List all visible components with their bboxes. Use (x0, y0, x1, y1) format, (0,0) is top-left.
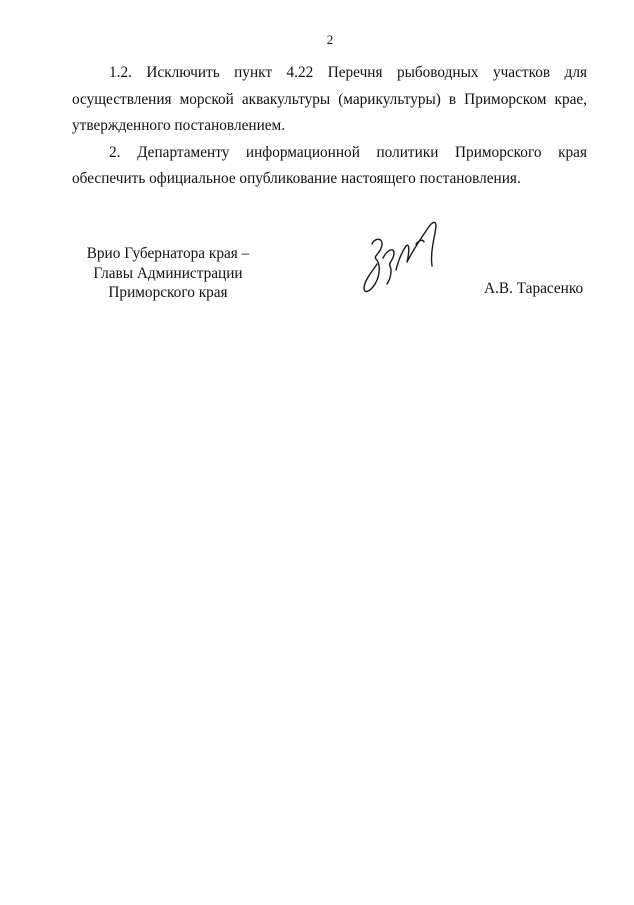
signature-stroke (416, 240, 424, 244)
signatory-name: А.В. Тарасенко (484, 280, 584, 297)
signature-stroke (364, 239, 382, 291)
signatory-position (78, 244, 258, 303)
signature-stroke (396, 222, 436, 270)
signatory-position-line: Приморского края (108, 284, 228, 301)
signatory-position-line: Врио Губернатора края – (86, 245, 250, 262)
document-body (72, 60, 587, 193)
page-number: 2 (326, 32, 334, 47)
paragraph-exclude-item: 1.2. Исключить пункт 4.22 Перечня рыбоводных участков для осуществления морской аквакультуры (марикультуры) в Приморском крае, утвержденного постановлением. (72, 64, 587, 134)
handwritten-signature (356, 214, 448, 298)
signature-stroke (383, 250, 394, 284)
paragraph-publication: 2. Департаменту информационной политики Приморского края обеспечить официальное опубликование настоящего постановления. (72, 143, 587, 187)
signatory-position-line: Главы Администрации (93, 264, 243, 282)
